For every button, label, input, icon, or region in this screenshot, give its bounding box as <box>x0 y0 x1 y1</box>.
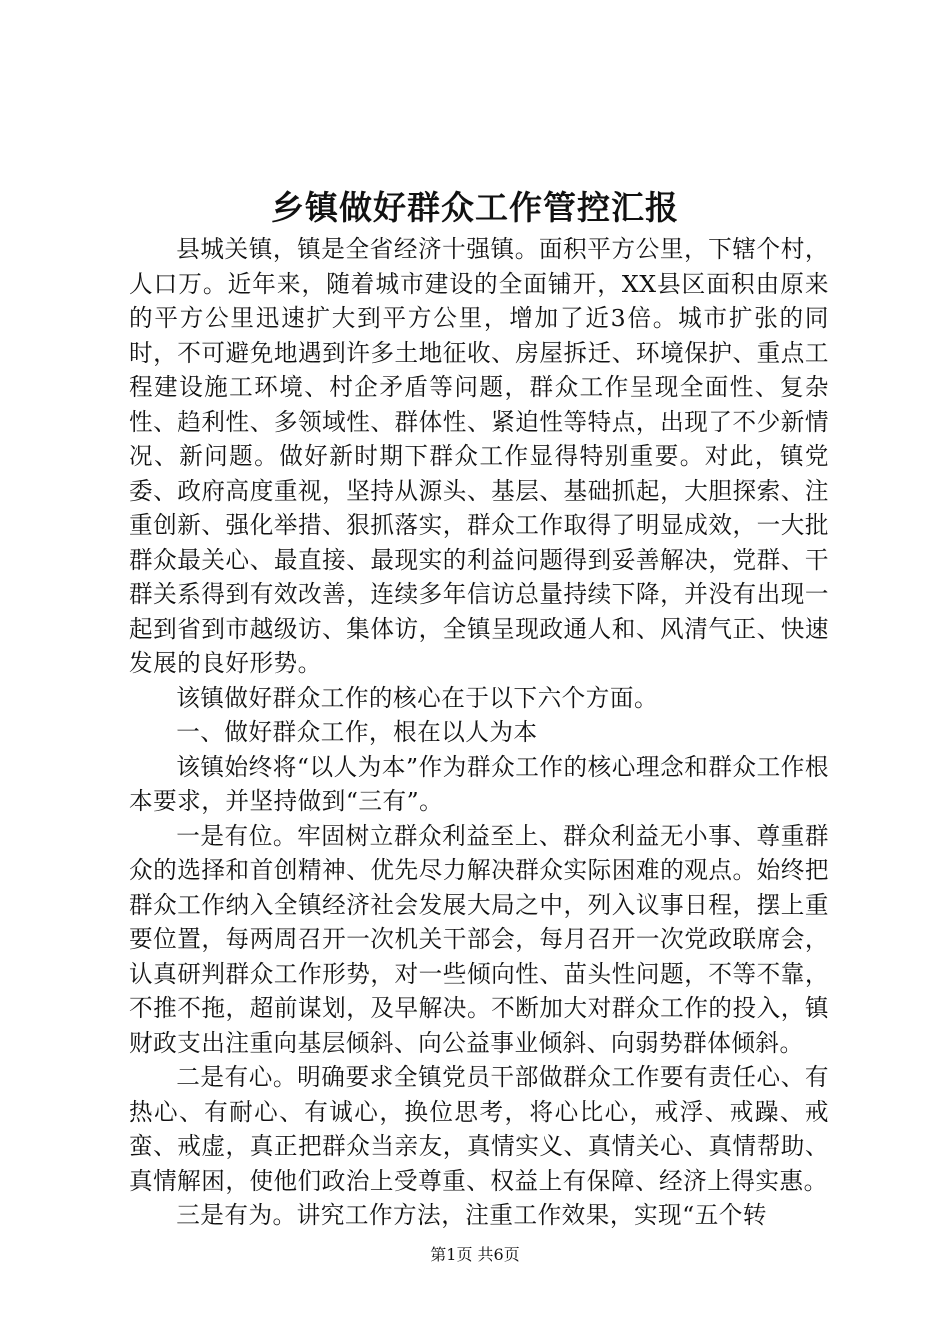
paragraph-core-summary: 该镇做好群众工作的核心在于以下六个方面。 <box>176 683 659 712</box>
paragraph-section-1-intro: 该镇始终将“以人为本”作为群众工作的核心理念和群众工作根本要求，并坚持做到“三有”。 <box>129 752 829 815</box>
paragraph-point-3: 三是有为。讲究工作方法，注重工作效果，实现“五个转 <box>176 1201 767 1229</box>
section-heading-1: 一、做好群众工作，根在以人为本 <box>176 718 538 746</box>
page-number-footer: 第1页 共6页 <box>430 1245 520 1264</box>
document-title: 乡镇做好群众工作管控汇报 <box>271 188 679 227</box>
document-body <box>129 232 829 1233</box>
paragraph-intro: 县城关镇，镇是全省经济十强镇。面积平方公里，下辖个村，人口万。近年来，随着城市建设的全面铺开，XX县区面积由原来的平方公里迅速扩大到平方公里，增加了近3倍。城市扩张的同时，不可避免地遇到许多土地征收、房屋拆迁、环境保护、重点工程建设施工环境、村企矛盾等问题，群众工作呈现全面性、复杂性、趋利性、多领域性、群体性、紧迫性等特点，出现了不少新情况、新问题。做好新时期下群众工作显得特别重要。对此，镇党委、政府高度重视，坚持从源头、基层、基础抓起，大胆探索、注重创新、强化举措、狠抓落实，群众工作取得了明显成效，一大批群众最关心、最直接、最现实的利益问题得到妥善解决，党群、干群关系得到有效改善，连续多年信访总量持续下降，并没有出现一起到省到市越级访、集体访，全镇呈现政通人和、风清气正、快速发展的良好形势。 <box>129 235 829 677</box>
paragraph-point-2: 二是有心。明确要求全镇党员干部做群众工作要有责任心、有热心、有耐心、有诚心，换位思考，将心比心，戒浮、戒躁、戒蛮、戒虚，真正把群众当亲友，真情实义、真情关心、真情帮助、真情解困，使他们政治上受尊重、权益上有保障、经济上得实惠。 <box>129 1063 829 1195</box>
paragraph-point-1: 一是有位。牢固树立群众利益至上、群众利益无小事、尊重群众的选择和首创精神、优先尽力解决群众实际困难的观点。始终把群众工作纳入全镇经济社会发展大局之中，列入议事日程，摆上重要位置，每两周召开一次机关干部会，每月召开一次党政联席会，认真研判群众工作形势，对一些倾向性、苗头性问题，不等不靠，不推不拖，超前谋划，及早解决。不断加大对群众工作的投入，镇财政支出注重向基层倾斜、向公益事业倾斜、向弱势群体倾斜。 <box>129 821 829 1057</box>
